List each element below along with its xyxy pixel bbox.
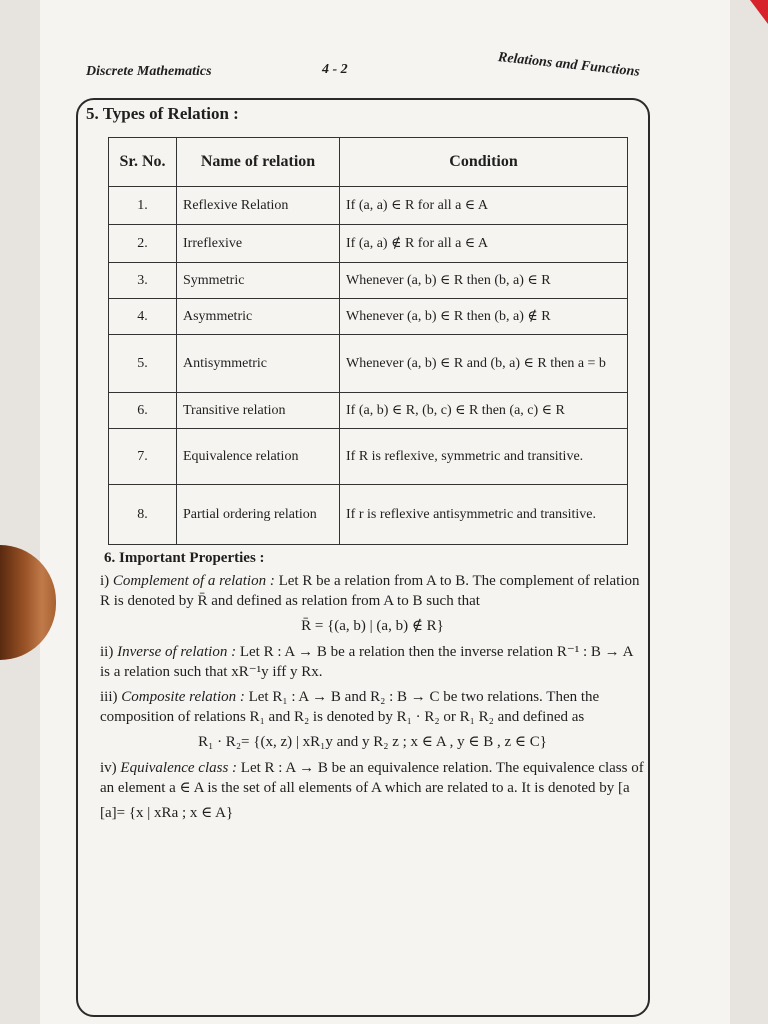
properties-list — [100, 571, 645, 823]
section-5-title: 5. Types of Relation : — [86, 104, 239, 123]
property-text: Let R be a relation from A to B. The complement of relation R is denoted by R̄ and defined as relation from A to B such that — [100, 573, 640, 609]
property-formula: [a]= {x | xRa ; x ∈ A} — [100, 805, 234, 821]
cell-name: Partial ordering relation — [177, 485, 340, 545]
cell-condition: If (a, a) ∉ R for all a ∈ A — [340, 225, 628, 263]
property-number: ii) — [100, 644, 114, 660]
property-number: i) — [100, 573, 110, 589]
cell-name: Reflexive Relation — [177, 187, 340, 225]
cell-sr: 8. — [109, 485, 177, 545]
property-label: Inverse of relation : — [117, 644, 237, 660]
header-chapter: Relations and Functions — [497, 50, 641, 80]
property-label: Composite relation : — [121, 689, 245, 705]
property-formula: R₁ · R₂= {(x, z) | xR₁y and y R₂ z ; x ∈ A , y ∈ B , z ∈ C} — [198, 734, 547, 750]
cell-sr: 3. — [109, 263, 177, 299]
property-item — [100, 571, 645, 611]
property-item — [100, 758, 645, 798]
cell-name: Symmetric — [177, 263, 340, 299]
property-item — [100, 687, 645, 727]
table-row — [109, 335, 628, 393]
table-row — [109, 263, 628, 299]
header-page-number: 4 - 2 — [322, 62, 348, 77]
cell-condition: Whenever (a, b) ∈ R then (b, a) ∉ R — [340, 299, 628, 335]
table-row — [109, 225, 628, 263]
property-label: Equivalence class : — [120, 760, 238, 776]
column-header-sr: Sr. No. — [109, 138, 177, 187]
property-number: iii) — [100, 689, 118, 705]
property-text: Let R : A → B be an equivalence relation. The equivalence class of an element a ∈ A is the set of all elements of A which are related to a. It is denoted by [a — [100, 760, 644, 796]
section-6-title: 6. Important Properties : — [104, 550, 265, 566]
cell-name: Irreflexive — [177, 225, 340, 263]
relation-types-table — [108, 137, 628, 545]
property-text: Let R₁ : A → B and R₂ : B → C be two relations. Then the composition of relations R₁ and R₂ is denoted by R₁ · R₂ or R₁ R₂ and defined as — [100, 689, 600, 725]
table-row — [109, 393, 628, 429]
header-subject: Discrete Mathematics — [86, 64, 212, 79]
table-row — [109, 187, 628, 225]
cell-sr: 2. — [109, 225, 177, 263]
cell-condition: Whenever (a, b) ∈ R then (b, a) ∈ R — [340, 263, 628, 299]
section-6 — [100, 548, 645, 829]
cell-sr: 4. — [109, 299, 177, 335]
page-header — [86, 50, 646, 96]
property-label: Complement of a relation : — [112, 573, 275, 589]
property-formula: R̄ = {(a, b) | (a, b) ∉ R} — [301, 618, 444, 634]
table-body — [109, 187, 628, 545]
cell-condition: If r is reflexive antisymmetric and transitive. — [340, 485, 628, 545]
property-number: iv) — [100, 760, 117, 776]
property-text: Let R : A → B be a relation then the inverse relation R⁻¹ : B → A is a relation such that xR⁻¹y iff y Rx. — [100, 644, 633, 680]
cell-sr: 6. — [109, 393, 177, 429]
red-corner-mark — [750, 0, 768, 24]
table-row — [109, 485, 628, 545]
cell-sr: 7. — [109, 429, 177, 485]
table-row — [109, 429, 628, 485]
cell-sr: 5. — [109, 335, 177, 393]
cell-condition: If R is reflexive, symmetric and transitive. — [340, 429, 628, 485]
cell-name: Transitive relation — [177, 393, 340, 429]
table-row — [109, 299, 628, 335]
cell-name: Antisymmetric — [177, 335, 340, 393]
cell-condition: Whenever (a, b) ∈ R and (b, a) ∈ R then a = b — [340, 335, 628, 393]
cell-condition: If (a, b) ∈ R, (b, c) ∈ R then (a, c) ∈ R — [340, 393, 628, 429]
cell-sr: 1. — [109, 187, 177, 225]
table-header-row — [109, 138, 628, 187]
column-header-name: Name of relation — [177, 138, 340, 187]
cell-name: Equivalence relation — [177, 429, 340, 485]
cell-condition: If (a, a) ∈ R for all a ∈ A — [340, 187, 628, 225]
cell-name: Asymmetric — [177, 299, 340, 335]
property-item — [100, 642, 645, 682]
column-header-condition: Condition — [340, 138, 628, 187]
